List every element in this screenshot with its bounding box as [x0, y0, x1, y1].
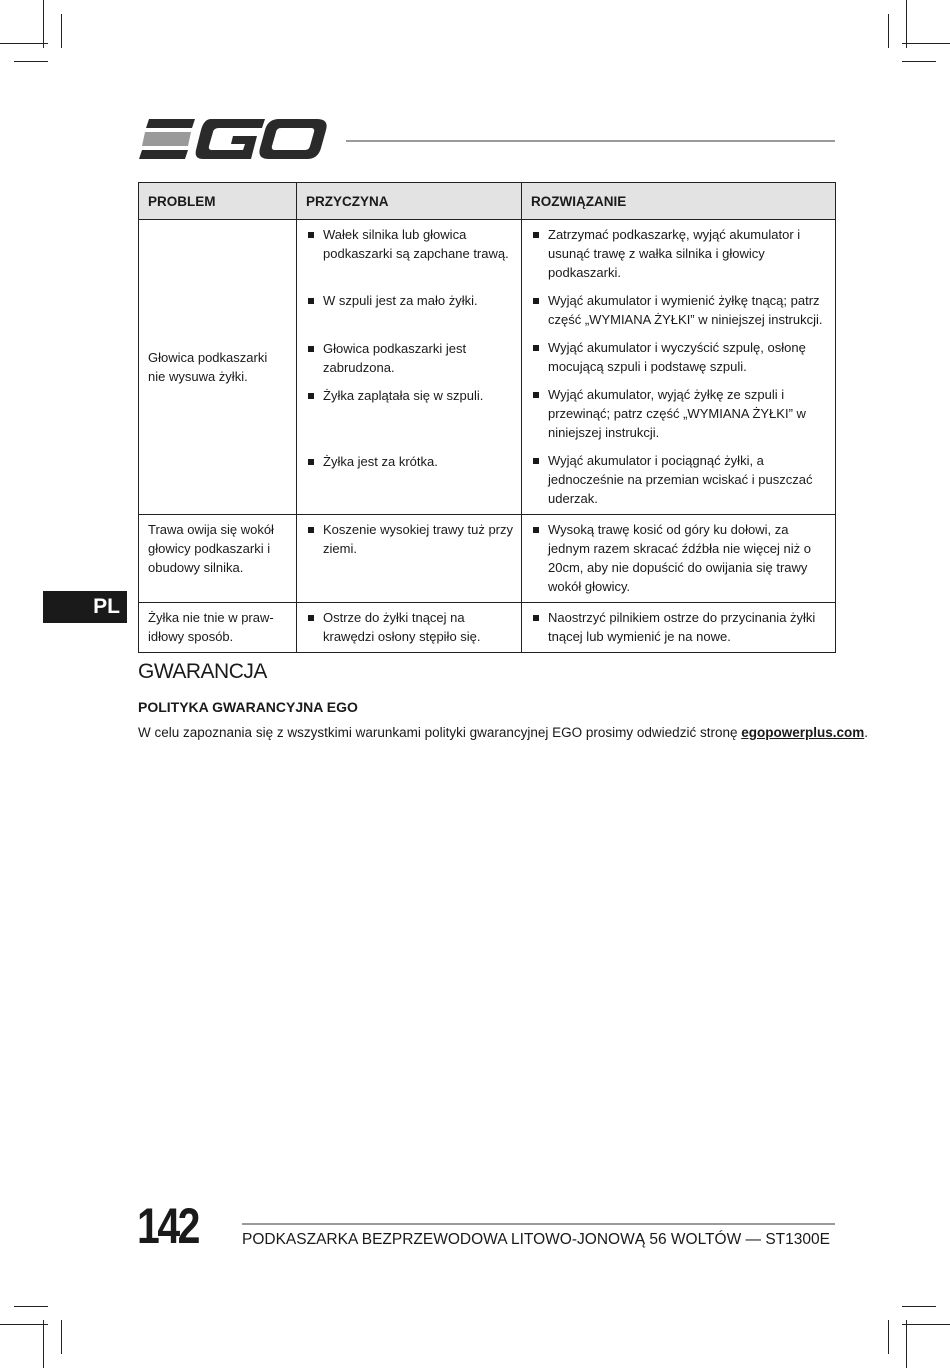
list-item: Żyłka jest za krótka. — [305, 452, 513, 471]
ego-logo — [139, 119, 327, 161]
cause-cell — [297, 220, 522, 515]
problem-cell: Głowica podkaszarki nie wysuwa żyłki. — [139, 220, 297, 515]
list-item: Ostrze do żyłki tnącej na krawędzi osłony stępiło się. — [305, 608, 513, 646]
bullet-icon — [308, 393, 314, 399]
crop-mark — [43, 0, 44, 48]
table-row — [139, 515, 836, 603]
bullet-icon — [308, 615, 314, 621]
bullet-icon — [533, 298, 539, 304]
bullet-icon — [533, 615, 539, 621]
header-rule — [346, 140, 835, 142]
problem-cell: Trawa owija się wokół głowicy podkaszarki i obudowy silnika. — [139, 515, 297, 603]
header-problem: PROBLEM — [139, 183, 297, 220]
header-solution: ROZWIĄZANIE — [522, 183, 836, 220]
crop-mark — [906, 1320, 907, 1368]
bullet-icon — [533, 527, 539, 533]
crop-mark — [14, 61, 48, 62]
solution-cell — [522, 515, 836, 603]
page-number: 142 — [137, 1198, 199, 1254]
footer-title: PODKASZARKA BEZPRZEWODOWA LITOWO-JONOWĄ 56 WOLTÓW — ST1300E — [242, 1231, 830, 1248]
cause-cell — [297, 515, 522, 603]
list-item: Głowica podkaszarki jest zabrudzona. — [305, 339, 513, 377]
table-row — [139, 220, 836, 515]
crop-mark — [906, 0, 907, 48]
table-header-row — [139, 183, 836, 220]
list-item: Wyjąć akumulator i wyczyścić szpulę, osłonę mocującą szpuli i podstawę szpuli. — [530, 338, 827, 376]
section-title: GWARANCJA — [138, 660, 267, 683]
list-item: Zatrzymać podkaszarkę, wyjąć akumulator i usunąć trawę z wałka silnika i głowicy podkaszarki. — [530, 225, 827, 282]
crop-mark — [61, 1320, 62, 1354]
cause-cell — [297, 603, 522, 653]
header-cause: PRZYCZYNA — [297, 183, 522, 220]
list-item: W szpuli jest za mało żyłki. — [305, 291, 513, 310]
list-item: Wałek silnika lub głowica podkaszarki są zapchane trawą. — [305, 225, 513, 263]
warranty-paragraph — [138, 725, 868, 740]
list-item: Żyłka zaplątała się w szpuli. — [305, 386, 513, 405]
footer-rule — [242, 1223, 835, 1225]
table-row — [139, 603, 836, 653]
crop-mark — [902, 61, 936, 62]
crop-mark — [0, 1324, 48, 1325]
crop-mark — [0, 43, 48, 44]
bullet-icon — [533, 458, 539, 464]
solution-cell — [522, 220, 836, 515]
bullet-icon — [533, 232, 539, 238]
warranty-text-end: . — [864, 725, 869, 740]
crop-mark — [14, 1306, 48, 1307]
crop-mark — [888, 14, 889, 48]
crop-mark — [61, 14, 62, 48]
bullet-icon — [533, 392, 539, 398]
bullet-icon — [308, 346, 314, 352]
solution-cell — [522, 603, 836, 653]
bullet-icon — [308, 232, 314, 238]
list-item: Wysoką trawę kosić od góry ku dołowi, za jednym razem skracać źdźbła nie więcej niż o 20cm, aby nie dopuścić do owijania się trawy wokół głowicy. — [530, 520, 827, 596]
crop-mark — [888, 1320, 889, 1354]
crop-mark — [902, 43, 950, 44]
warranty-link[interactable]: egopowerplus.com — [741, 725, 865, 740]
problem-cell: Żyłka nie tnie w praw- idłowy sposób. — [139, 603, 297, 653]
crop-mark — [902, 1306, 936, 1307]
language-tab: PL — [43, 591, 127, 623]
list-item: Wyjąć akumulator i pociągnąć żyłki, a jednocześnie na przemian wciskać i puszczać uderzak. — [530, 451, 827, 508]
bullet-icon — [308, 527, 314, 533]
list-item: Naostrzyć pilnikiem ostrze do przycinania żyłki tnącej lub wymienić je na nowe. — [530, 608, 827, 646]
bullet-icon — [533, 345, 539, 351]
crop-mark — [43, 1320, 44, 1368]
bullet-icon — [308, 459, 314, 465]
crop-mark — [902, 1324, 950, 1325]
list-item: Wyjąć akumulator i wymienić żyłkę tnącą; patrz część „WYMIANA ŻYŁKI” w niniejszej instrukcji. — [530, 291, 827, 329]
list-item: Koszenie wysokiej trawy tuż przy ziemi. — [305, 520, 513, 558]
troubleshooting-table — [138, 182, 836, 653]
list-item: Wyjąć akumulator, wyjąć żyłkę ze szpuli i przewinąć; patrz część „WYMIANA ŻYŁKI” w niniejszej instrukcji. — [530, 385, 827, 442]
section-subtitle: POLITYKA GWARANCYJNA EGO — [138, 699, 358, 715]
bullet-icon — [308, 298, 314, 304]
warranty-text: W celu zapoznania się z wszystkimi warunkami polityki gwarancyjnej EGO prosimy odwiedzić stronę — [138, 725, 742, 740]
